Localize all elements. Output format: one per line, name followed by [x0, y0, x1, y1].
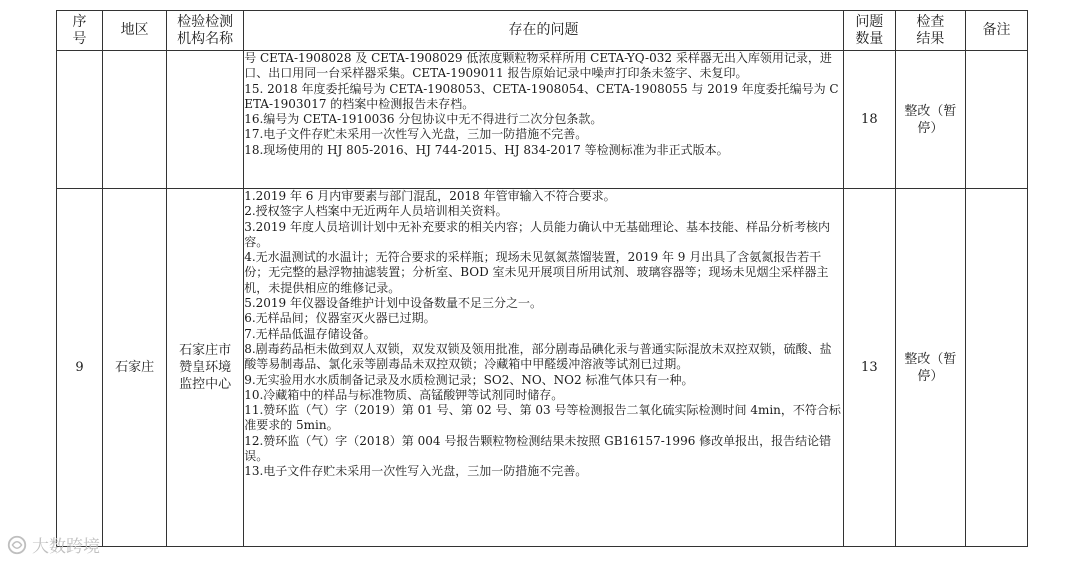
header-org: 检验检测机构名称: [167, 11, 244, 51]
cell-org: [167, 51, 244, 189]
issue-line: 9.无实验用水水质制备记录及水质检测记录；SO2、NO、NO2 标准气体只有一种。: [244, 372, 694, 387]
issue-line: 1.2019 年 6 月内审要素与部门混乱，2018 年管审输入不符合要求。: [244, 189, 616, 203]
table-row: [57, 51, 1028, 189]
cell-issues: [244, 189, 844, 547]
issue-line: 5.2019 年仪器设备维护计划中设备数量不足三分之一。: [244, 296, 542, 311]
table-header-row: [57, 11, 1028, 51]
cell-result: 整改（暂停）: [895, 189, 965, 547]
header-area: 地区: [103, 11, 167, 51]
issue-line: 7.无样品低温存储设备。: [244, 326, 376, 341]
issue-line: 18.现场使用的 HJ 805-2016、HJ 744-2015、HJ 834-2017 等检测标准为非正式版本。: [244, 142, 729, 157]
issue-line: 13.电子文件存贮未采用一次性写入光盘，三加一防措施不完善。: [244, 464, 588, 479]
cell-result: 整改（暂停）: [895, 51, 965, 189]
issue-line: 4.无水温测试的水温计；无符合要求的采样瓶；现场未见氨氮蒸馏装置，2019 年 9 月出具了含氨氮报告若干份；无完整的悬浮物抽滤装置；分析室、BOD 室未见开展项目所用试剂、玻璃容器等；现场未见烟尘采样器主机，未提供相应的维修记录。: [244, 250, 829, 295]
inspection-table: [56, 10, 1028, 547]
cell-org: 石家庄市赞皇环境监控中心: [167, 189, 244, 547]
cell-no: 9: [57, 189, 103, 547]
issue-line: 16.编号为 CETA-1910036 分包协议中无不得进行二次分包条款。: [244, 112, 603, 127]
cell-area: 石家庄: [103, 189, 167, 547]
cell-count: 18: [843, 51, 895, 189]
issue-line: 3.2019 年度人员培训计划中无补充要求的相关内容；人员能力确认中无基础理论、基本技能、样品分析考核内容。: [244, 219, 830, 249]
watermark-text: 大数跨境: [32, 537, 100, 557]
cell-issues: [244, 51, 844, 189]
header-no: 序号: [57, 11, 103, 51]
watermark-logo-icon: [6, 534, 28, 556]
issue-line: 6.无样品间；仪器室灭火器已过期。: [244, 311, 436, 326]
issue-line: 号 CETA-1908028 及 CETA-1908029 低浓度颗粒物采样所用 CETA-YQ-032 采样器无出入库领用记录，进口、出口用同一台采样器采集。CETA-1909011 报告原始记录中噪声打印条未签字、未复印。: [244, 51, 832, 81]
cell-note: [965, 189, 1027, 547]
issue-line: 11.赞环监（气）字（2019）第 01 号、第 02 号、第 03 号等检测报告二氧化硫实际检测时间 4min，不符合标准要求的 5min。: [244, 403, 841, 433]
cell-count: 13: [843, 189, 895, 547]
cell-area: [103, 51, 167, 189]
header-result: 检查结果: [895, 11, 965, 51]
table-row: [57, 189, 1028, 547]
issue-line: 15. 2018 年度委托编号为 CETA-1908053、CETA-1908054、CETA-1908055 与 2019 年度委托编号为 CETA-1903017 的档案中检测报告未存档。: [244, 81, 839, 111]
header-issues: 存在的问题: [244, 11, 844, 51]
issue-line: 12.赞环监（气）字（2018）第 004 号报告颗粒物检测结果未按照 GB16157-1996 修改单报出，报告结论错误。: [244, 433, 832, 464]
header-note: 备注: [965, 11, 1027, 51]
issue-line: 2.授权签字人档案中无近两年人员培训相关资料。: [244, 204, 508, 219]
cell-note: [965, 51, 1027, 189]
cell-no: [57, 51, 103, 189]
issue-line: 8.剧毒药品柜未做到双人双锁，双发双锁及领用批准，部分剧毒品碘化汞与普通实际混放未双控双锁，硫酸、盐酸等易制毒品、氯化汞等剧毒品未双控双锁；冷藏箱中甲醛缓冲溶液等试剂已过期。: [244, 341, 832, 372]
issue-line: 10.冷藏箱中的样品与标准物质、高锰酸钾等试剂同时储存。: [244, 387, 564, 402]
header-count: 问题数量: [843, 11, 895, 51]
watermark: [6, 532, 100, 557]
issue-line: 17.电子文件存贮未采用一次性写入光盘，三加一防措施不完善。: [244, 127, 588, 142]
